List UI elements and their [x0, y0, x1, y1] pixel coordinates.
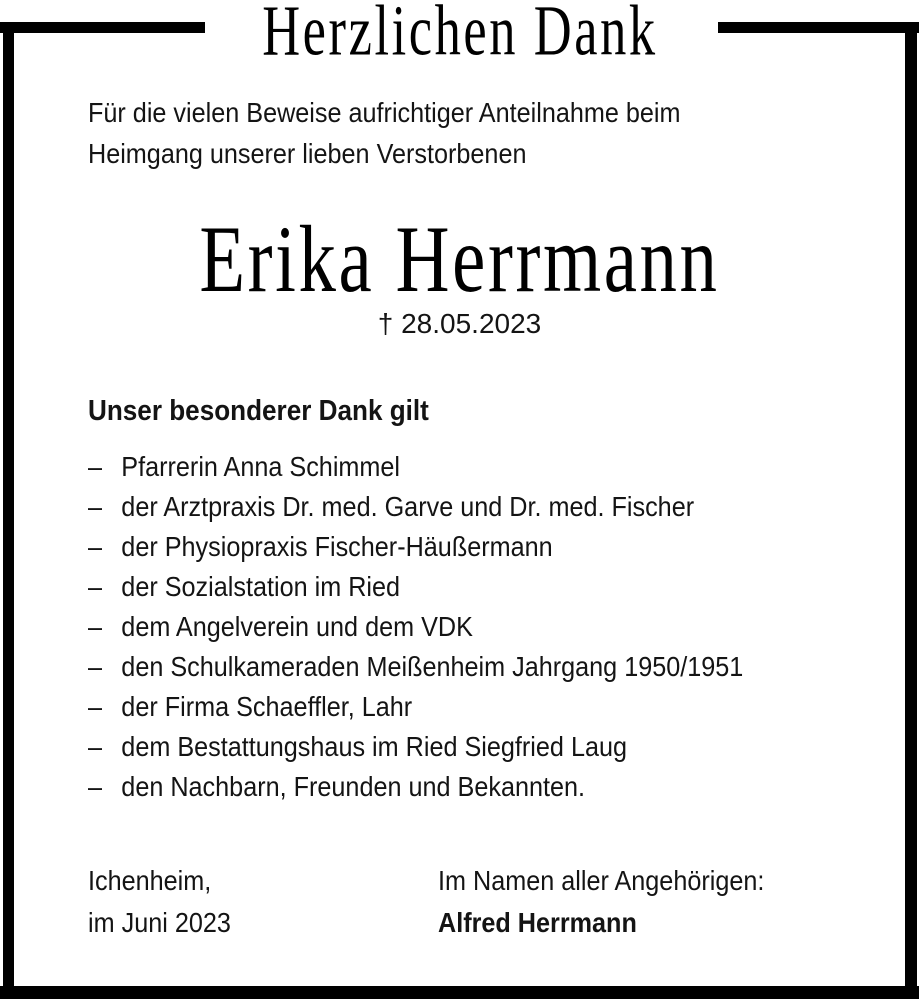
list-dash: –	[88, 571, 103, 602]
thanks-item-text: den Schulkameraden Meißenheim Jahrgang 1950/1951	[121, 651, 744, 682]
list-dash: –	[88, 451, 103, 482]
deceased-name-block	[0, 203, 919, 312]
thanks-list-item	[88, 687, 743, 727]
death-date: † 28.05.2023	[377, 308, 542, 339]
footer-place-date	[88, 860, 231, 944]
thanks-item-text: dem Angelverein und dem VDK	[121, 611, 473, 642]
footer-signature	[438, 860, 764, 944]
thanks-item-text: der Arztpraxis Dr. med. Garve und Dr. med. Fischer	[121, 491, 695, 522]
footer-closing: Im Namen aller Angehörigen:	[438, 865, 765, 896]
intro-line-1: Für die vielen Beweise aufrichtiger Anteilnahme beim	[88, 97, 681, 128]
thanks-list-item	[88, 487, 743, 527]
intro-line-2: Heimgang unserer lieben Verstorbenen	[88, 138, 527, 169]
list-dash: –	[88, 771, 103, 802]
thanks-item-text: Pfarrerin Anna Schimmel	[121, 451, 401, 482]
thanks-item-text: dem Bestattungshaus im Ried Siegfried Laug	[121, 731, 628, 762]
deceased-name: Erika Herrmann	[199, 205, 720, 312]
notice-header	[0, 0, 919, 72]
frame-bottom-bar	[0, 986, 919, 999]
list-dash: –	[88, 731, 103, 762]
thanks-list-item	[88, 447, 743, 487]
thanks-list-item	[88, 607, 743, 647]
list-dash: –	[88, 611, 103, 642]
list-dash: –	[88, 491, 103, 522]
list-dash: –	[88, 651, 103, 682]
footer-signer: Alfred Herrmann	[438, 907, 637, 938]
frame-left-bar	[3, 24, 14, 999]
thanks-heading: Unser besonderer Dank gilt	[88, 395, 429, 427]
thanks-list-item	[88, 527, 743, 567]
thanks-list-item	[88, 767, 743, 807]
thanks-item-text: den Nachbarn, Freunden und Bekannten.	[121, 771, 586, 802]
thanks-list-item	[88, 567, 743, 607]
thanks-list-item	[88, 647, 743, 687]
thanks-list-item	[88, 727, 743, 767]
list-dash: –	[88, 691, 103, 722]
list-dash: –	[88, 531, 103, 562]
frame-right-bar	[905, 24, 917, 999]
footer-date: im Juni 2023	[88, 907, 231, 938]
intro-paragraph	[88, 92, 681, 174]
thanks-item-text: der Firma Schaeffler, Lahr	[121, 691, 413, 722]
notice-title: Herzlichen Dank	[261, 0, 658, 72]
thanks-item-text: der Sozialstation im Ried	[121, 571, 401, 602]
thanks-item-text: der Physiopraxis Fischer-Häußermann	[121, 531, 553, 562]
thanks-list	[88, 447, 743, 807]
footer-place: Ichenheim,	[88, 865, 212, 896]
